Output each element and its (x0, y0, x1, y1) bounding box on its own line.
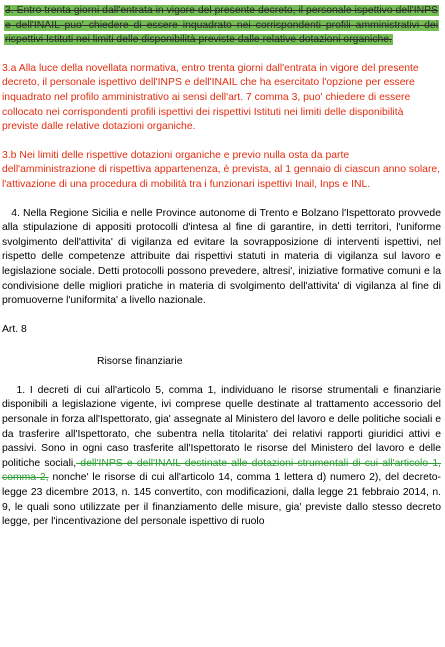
article-8-paragraph-1 (2, 384, 441, 530)
art8-text-part2: nonche' le risorse di cui all'articolo 14, comma 1 lettera d) numero 2), del decreto-legge 23 dicembre 2013, n. 145 convertito, con modificazioni, dalla legge 21 febbraio 2014, n. 9, le quali sono utilizzate per il finanziamento delle misure, gia' previste dallo stesso decreto legge, per l'incentivazione del personale ispettivo di ruolo (2, 472, 441, 528)
article-heading: Risorse finanziarie (97, 356, 183, 368)
struck-text: dell'INPS e dell'INAIL destinate alle dotazioni strumentali di cui all'articolo 1, comma 2, (2, 457, 441, 484)
deleted-paragraph-3 (2, 4, 441, 48)
paragraph-4-text: 4. Nella Regione Sicilia e nelle Province autonome di Trento e Bolzano l'Ispettorato provvede alla stipulazione di appositi protocolli d'intesa al fine di garantire, in detti territori, l'uniforme svolgimento dell'attivita' di vigilanza ed evitare la sovrapposizione di interventi ispettivi, nel rispetto delle competenze attribuite dai rispettivi statuti in materia di vigilanza sul lavoro e legislazione sociale. Detti protocolli possono prevedere, altresi', iniziative formative comuni e la condivisione delle migliori pratiche in materia di svolgimento dell'attivita' di vigilanza al fine di promuoverne l'uniformita' a livello nazionale. (2, 207, 441, 307)
inserted-paragraph-3b: 3.b Nei limiti delle rispettive dotazioni organiche e previo nulla osta da parte dell'amministrazione di rispettiva appartenenza, è prevista, al 1 gennaio di ciascun anno solare, l'attivazione di una procedura di mobilità tra i funzionari ispettivi Inail, Inps e INL. (2, 149, 441, 190)
paragraph-4 (2, 207, 441, 309)
art8-text-part1: 1. I decreti di cui all'articolo 5, comma 1, individuano le risorse strumentali e finanziarie disponibili a legislazione vigente, ivi comprese quelle destinate al trattamento accessorio del personale in forza all'Ispettorato, gia' assegnate al Ministero del lavoro e delle politiche sociali e da trasferire all'Ispettorato, che subentra nella titolarita' dei relativi rapporti giuridici attivi e passivi. Sono in ogni caso trasferite all'Ispettorato le risorse del Ministero del lavoro e delle politiche sociali, (2, 384, 441, 469)
article-label: Art. 8 (2, 323, 27, 335)
inserted-paragraph-3a: 3.a Alla luce della novellata normativa, entro trenta giorni dall'entrata in vigore del presente decreto, il personale ispettivo dell'INPS e dell'INAIL che ha esercitato l'opzione per essere inquadrato nel profilo amministrativo ai sensi dell'art. 7 comma 3, puo' chiedere di essere collocato nei corrispondenti profili ispettivi dei rispettivi Istituti nei limiti delle disponibilità previste dalle relative dotazioni organiche. (2, 62, 419, 133)
deleted-highlighted-text: 3. Entro trenta giorni dall'entrata in vigore del presente decreto, il personale ispettivo dell'INPS e dell'INAIL puo' chiedere di essere inquadrato nei corrispondenti profili amministrativi dei rispettivi Istituti nei limiti delle disponibilità previste dalle relative dotazioni organiche. (5, 5, 438, 46)
